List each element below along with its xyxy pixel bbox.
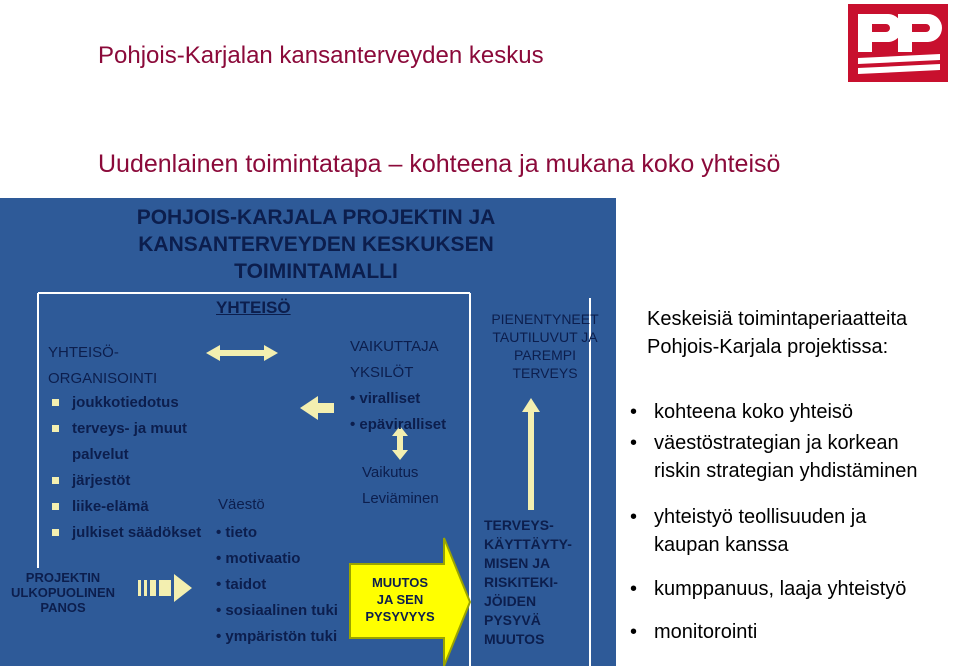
list-item: • sosiaalinen tuki <box>216 602 338 619</box>
change-label: MUUTOS JA SEN PYSYVYYS <box>365 575 435 624</box>
list-item: • taidot <box>216 576 267 593</box>
behavior-change: TERVEYS- KÄYTTÄYTY- MISEN JA RISKITEKI- JÖIDEN PYSYVÄ MUUTOS <box>484 517 572 647</box>
influence-label: Vaikutus Leviäminen <box>362 464 439 507</box>
list-item: terveys- ja muut <box>50 416 201 442</box>
org-title: YHTEISÖ- ORGANISOINTI <box>48 344 158 387</box>
principle-item: • kohteena koko yhteisö <box>630 398 853 426</box>
square-bullet-icon <box>52 529 59 536</box>
small-arrow-icon <box>300 396 334 420</box>
up-arrow-icon <box>522 398 540 510</box>
double-arrow-icon <box>206 345 278 361</box>
list-item: joukkotiedotus <box>50 390 201 416</box>
list-item: liike-elämä <box>50 494 201 520</box>
population-list <box>216 520 338 650</box>
population-title: Väestö <box>218 496 265 513</box>
principles-title: Keskeisiä toimintaperiaatteita Pohjois-Karjala projektissa: <box>647 308 908 358</box>
principle-item: • väestöstrategian ja korkean riskin strategian yhdistäminen <box>630 429 917 485</box>
risk-outcome: PIENENTYNEET TAUTILUVUT JA PAREMPI TERVEYS <box>491 311 599 381</box>
list-item: • epäviralliset <box>350 416 447 433</box>
square-bullet-icon <box>52 399 59 406</box>
bullet-icon: • <box>630 401 638 423</box>
diagram-title: POHJOIS-KARJALA PROJEKTIN JA KANSANTERVEYDEN KESKUKSEN TOIMINTAMALLI <box>136 206 496 283</box>
square-bullet-icon <box>52 477 59 484</box>
diagram-panel <box>0 198 616 666</box>
actors-title: VAIKUTTAJA YKSILÖT <box>350 338 439 381</box>
org-list <box>50 390 201 546</box>
page-title: Pohjois-Karjalan kansanterveyden keskus <box>98 42 544 69</box>
community-label: YHTEISÖ <box>216 298 291 317</box>
bullet-icon: • <box>630 578 638 600</box>
principle-item: • monitorointi <box>630 618 757 646</box>
striped-arrow-icon <box>138 574 192 602</box>
principle-item: • yhteistyö teollisuuden ja kaupan kanssa <box>630 503 866 559</box>
square-bullet-icon <box>52 425 59 432</box>
bullet-icon: • <box>630 432 638 454</box>
list-item: järjestöt <box>50 468 201 494</box>
list-item: • viralliset <box>350 390 421 407</box>
subtitle: Uudenlainen toimintatapa – kohteena ja mukana koko yhteisö <box>98 150 781 178</box>
list-item: • tieto <box>216 524 258 541</box>
list-item: • motivaatio <box>216 550 301 567</box>
bullet-icon: • <box>630 506 638 528</box>
list-item: • ympäristön tuki <box>216 628 338 645</box>
logo-icon <box>848 4 948 82</box>
list-item: julkiset säädökset <box>50 520 201 546</box>
square-bullet-icon <box>52 503 59 510</box>
bullet-icon: • <box>630 621 638 643</box>
actors-list <box>350 386 446 438</box>
principle-item: • kumppanuus, laaja yhteistyö <box>630 575 906 603</box>
outside-contribution: PROJEKTIN ULKOPUOLINEN PANOS <box>11 570 115 615</box>
list-item: palvelut <box>72 446 129 463</box>
